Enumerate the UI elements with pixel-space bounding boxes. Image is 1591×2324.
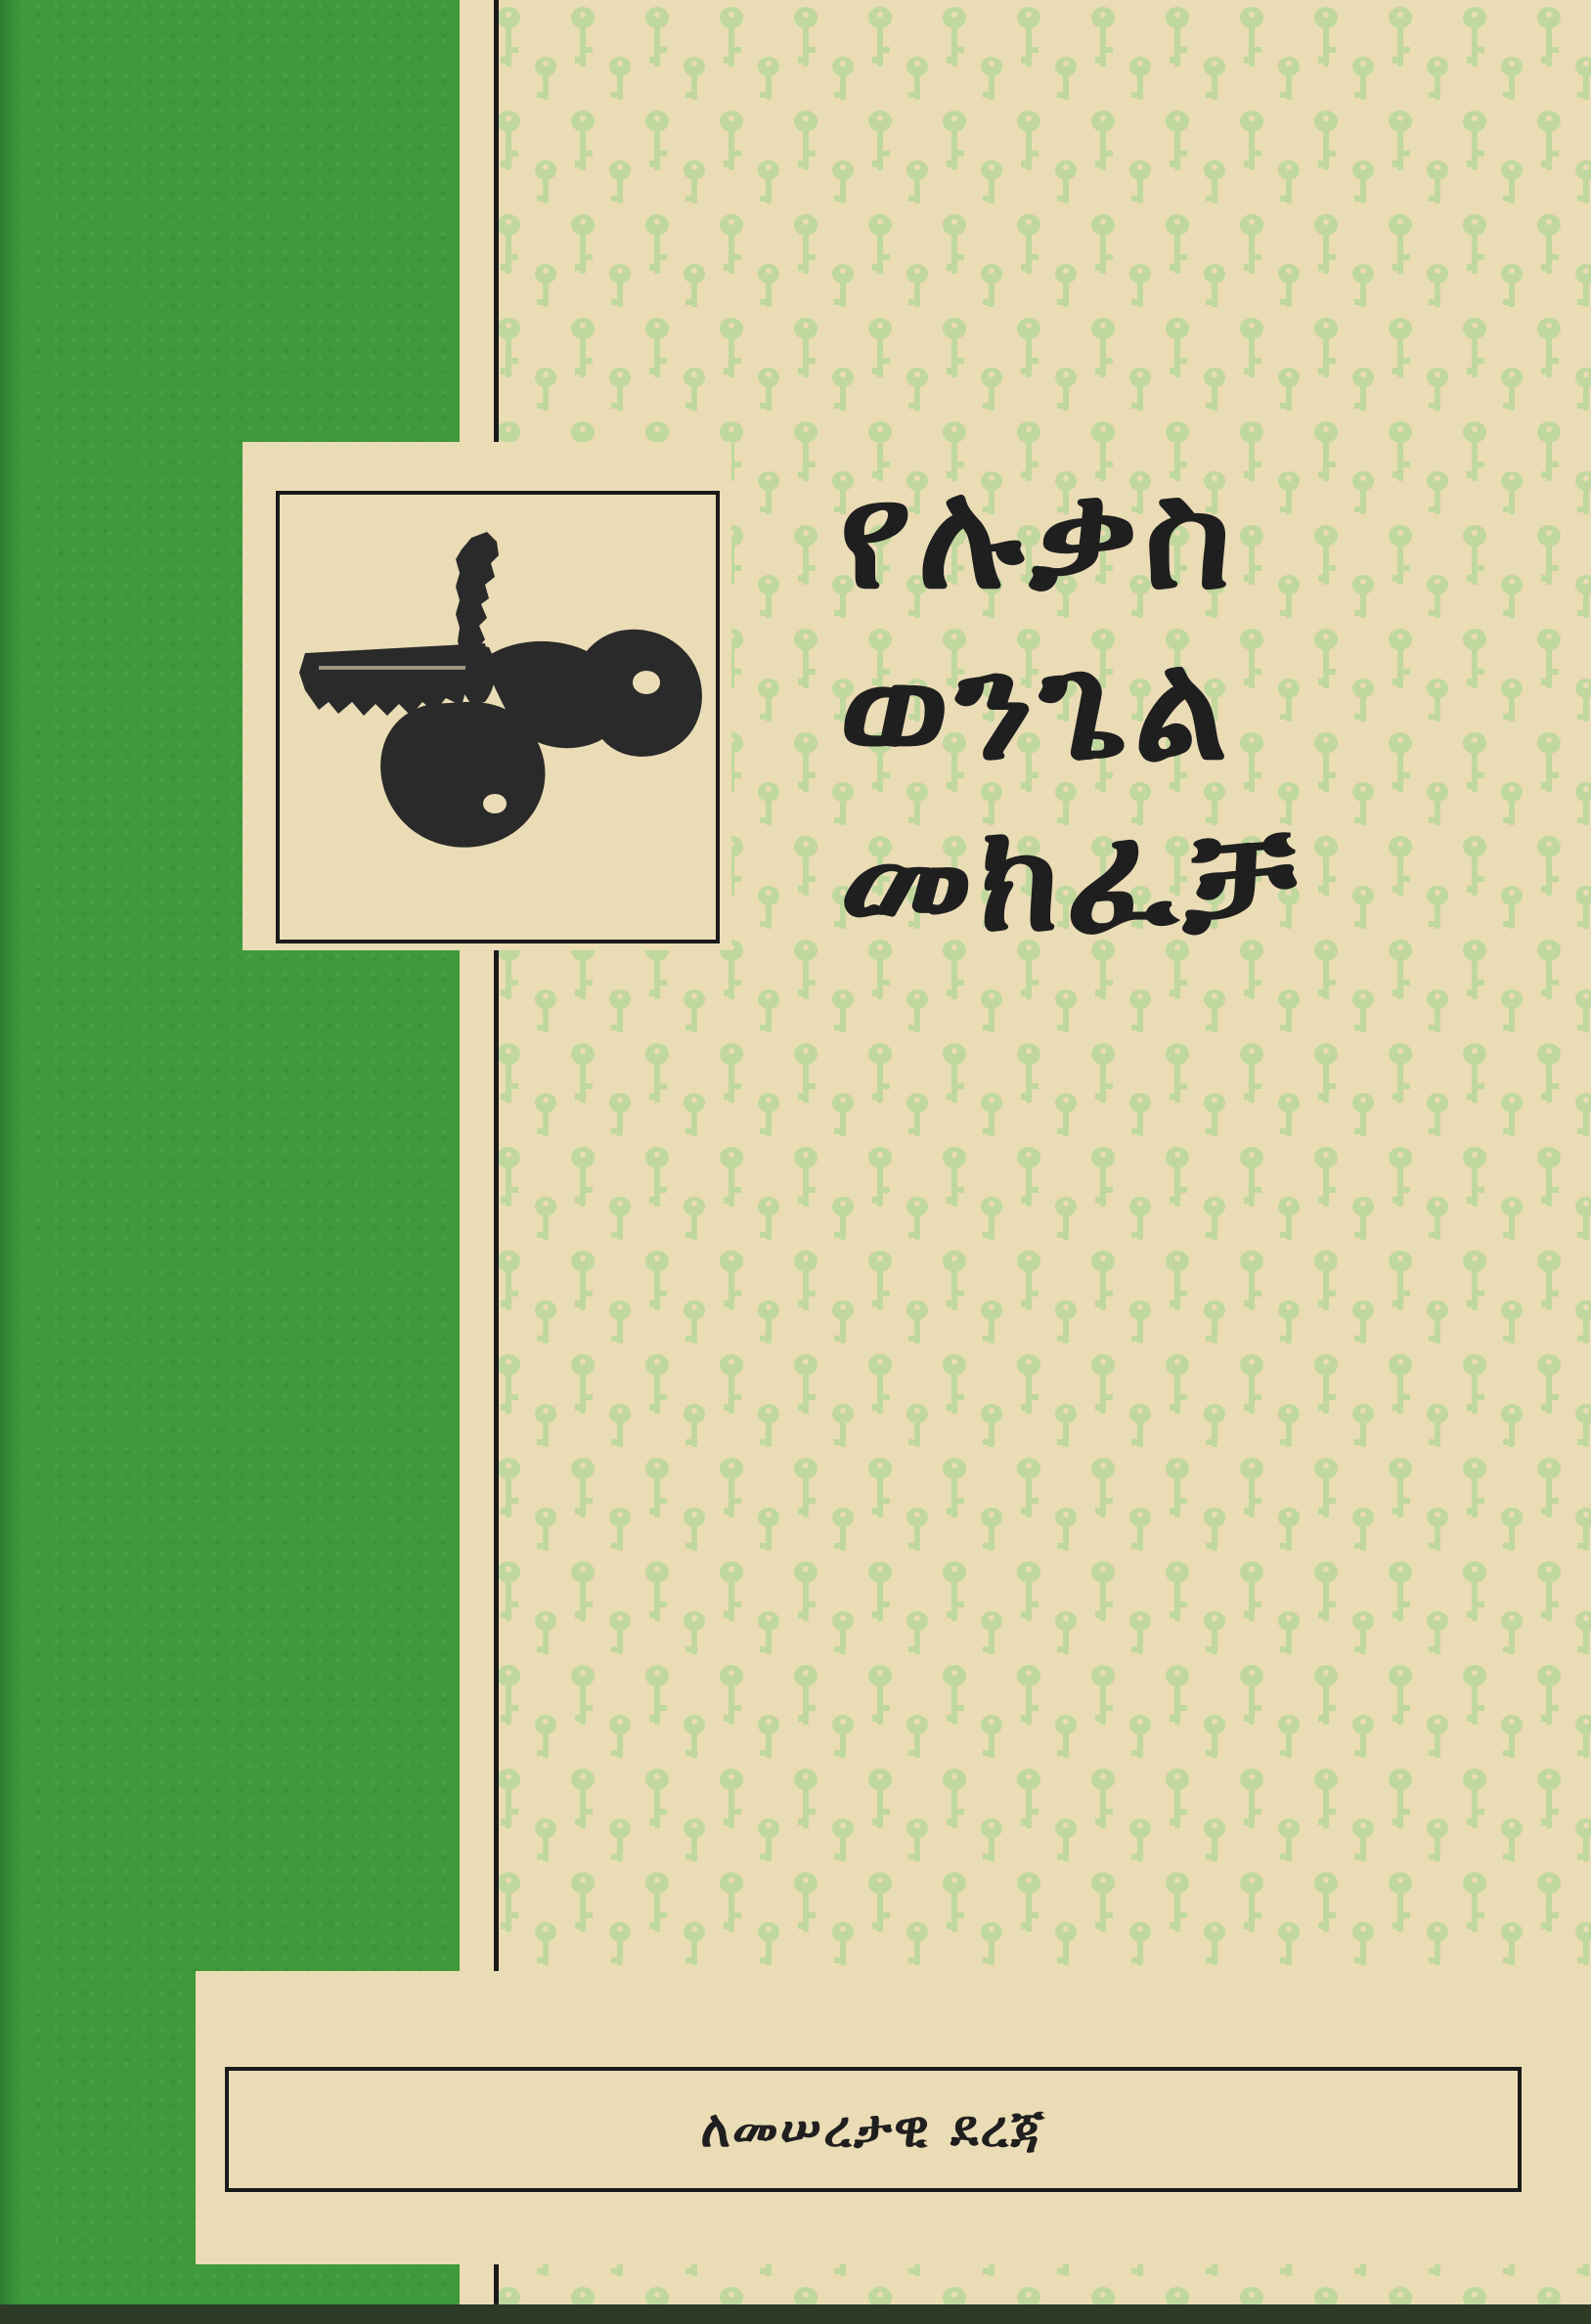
bottom-edge [0, 2304, 1591, 2324]
title-line-2: ወንጌል [839, 620, 1234, 793]
title-line-1: የሉቃስ [839, 449, 1238, 622]
subtitle-box [225, 2067, 1522, 2192]
subtitle-text: ለመሠረታዊ ደረጃ [700, 2099, 1046, 2159]
title-line-3: መክፈቻ [839, 791, 1303, 964]
keys-icon [280, 495, 716, 940]
key-illustration-box [276, 491, 720, 943]
spine-edge [0, 0, 22, 2324]
book-title [839, 450, 1543, 963]
